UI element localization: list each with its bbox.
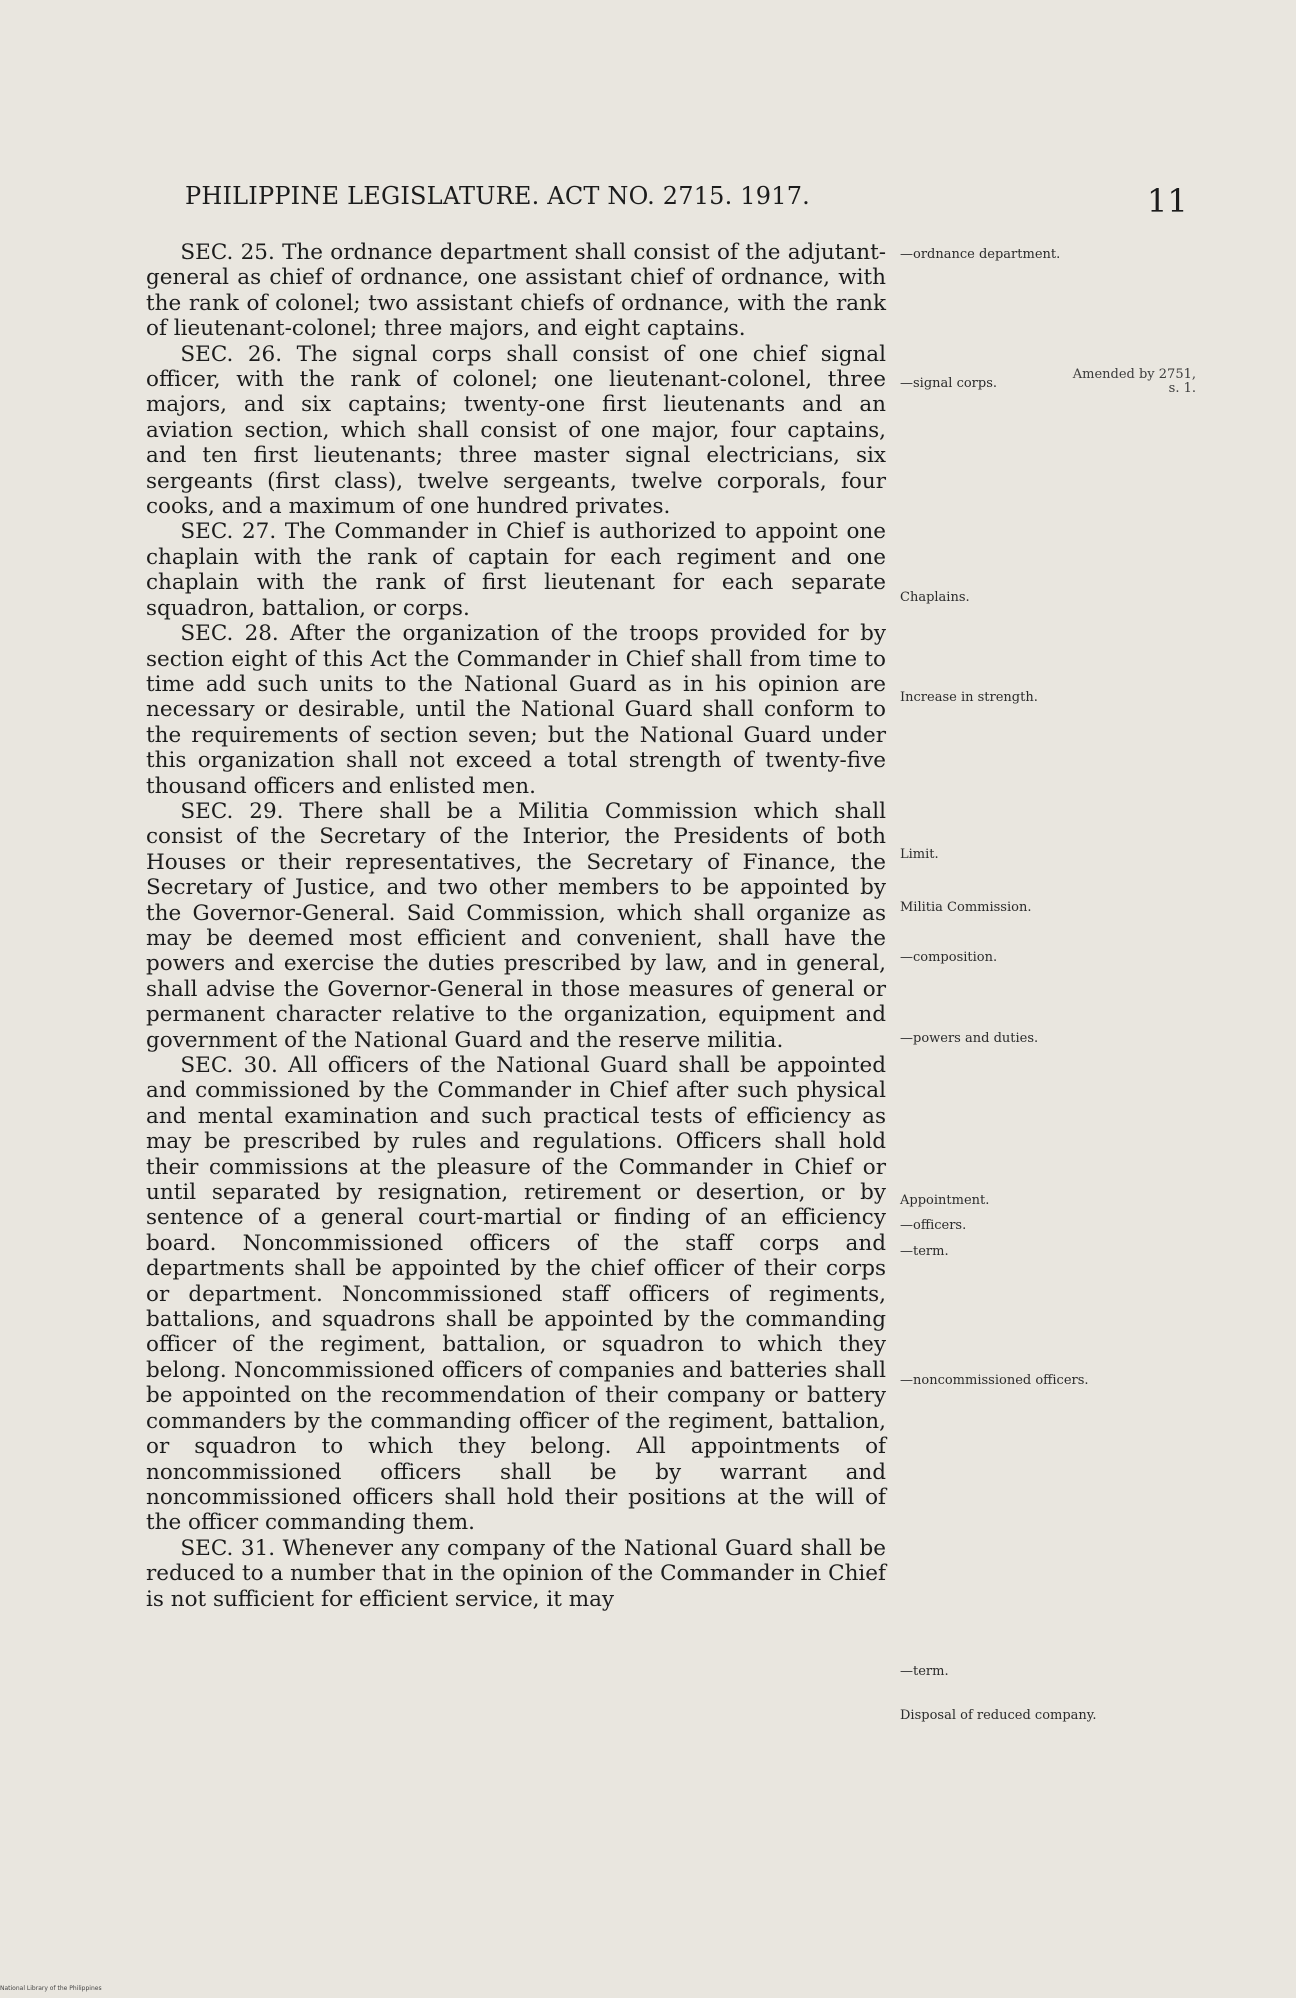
footer-credit: National Library of the Philippines (0, 1985, 102, 1992)
margin-note-ordnance: —ordnance department. (900, 247, 1061, 262)
section-29: SEC. 29. There shall be a Militia Commission which shall consist of the Secretary of the Interior, the Presidents of both Houses or their representatives, the Secretary of Finance, the Secretary of Justice, and two other members to be appointed by the Governor-General. Said Commission, which shall organize as may be deemed most efficient and convenient, shall have the powers and exercise the duties prescribed by law, and in general, shall advise the Governor-General in those measures of general or permanent character relative to the organization, equipment and government of the National Guard and the reserve militia. (146, 798, 886, 1053)
margin-note-powers-duties: —powers and duties. (900, 1031, 1039, 1046)
page-number: 11 (1147, 182, 1188, 220)
margin-note-term: —term. (900, 1244, 949, 1259)
body-text (146, 240, 886, 1612)
margin-note-signal-corps: —signal corps. (900, 376, 998, 391)
margin-note-noncommissioned: —noncommissioned officers. (900, 1373, 1089, 1388)
margin-note-disposal: Disposal of reduced company. (900, 1708, 1097, 1723)
amendment-note: Amended by 2751, s. 1. (1072, 367, 1196, 396)
margin-note-limit: Limit. (900, 847, 939, 862)
margin-note-appointment: Appointment. (900, 1193, 990, 1208)
section-25: SEC. 25. The ordnance department shall consist of the adjutant-general as chief of ordnance, one assistant chief of ordnance, with the rank of colonel; two assistant chiefs of ordnance, with the rank of lieutenant-colonel; three majors, and eight captains. (146, 240, 886, 342)
margin-note-chaplains: Chaplains. (900, 590, 970, 605)
margin-note-term-2: —term. (900, 1664, 949, 1679)
margin-note-officers: —officers. (900, 1218, 967, 1233)
section-27: SEC. 27. The Commander in Chief is authorized to appoint one chaplain with the rank of captain for each regiment and one chaplain with the rank of first lieutenant for each separate squadron, battalion, or corps. (146, 519, 886, 621)
margin-note-militia-commission: Militia Commission. (900, 900, 1032, 915)
margin-note-increase-strength: Increase in strength. (900, 690, 1038, 705)
section-28: SEC. 28. After the organization of the troops provided for by section eight of this Act the Commander in Chief shall from time to time add such units to the National Guard as in his opinion are necessary or desirable, until the National Guard shall conform to the requirements of section seven; but the National Guard under this organization shall not exceed a total strength of twenty-five thousand officers and enlisted men. (146, 621, 886, 799)
section-31: SEC. 31. Whenever any company of the National Guard shall be reduced to a number that in the opinion of the Commander in Chief is not sufficient for efficient service, it may (146, 1535, 886, 1612)
running-head: PHILIPPINE LEGISLATURE. ACT NO. 2715. 1917. (185, 182, 810, 210)
section-30: SEC. 30. All officers of the National Guard shall be appointed and commissioned by the Commander in Chief after such physical and mental examination and such practical tests of efficiency as may be prescribed by rules and regulations. Officers shall hold their commissions at the pleasure of the Commander in Chief or until separated by resignation, retirement or desertion, or by sentence of a general court-martial or finding of an efficiency board. Noncommissioned officers of the staff corps and departments shall be appointed by the chief officer of their corps or department. Noncommissioned staff officers of regiments, battalions, and squadrons shall be appointed by the commanding officer of the regiment, battalion, or squadron to which they belong. Noncommissioned officers of companies and batteries shall be appointed on the recommendation of their company or battery commanders by the commanding officer of the regiment, battalion, or squadron to which they belong. All appointments of noncommissioned officers shall be by warrant and noncommissioned officers shall hold their positions at the will of the officer commanding them. (146, 1053, 886, 1536)
margin-note-composition: —composition. (900, 950, 998, 965)
section-26: SEC. 26. The signal corps shall consist of one chief signal officer, with the rank of colonel; one lieutenant-colonel, three majors, and six captains; twenty-one first lieutenants and an aviation section, which shall consist of one major, four captains, and ten first lieutenants; three master signal electricians, six sergeants (first class), twelve sergeants, twelve corporals, four cooks, and a maximum of one hundred privates. (146, 341, 886, 520)
